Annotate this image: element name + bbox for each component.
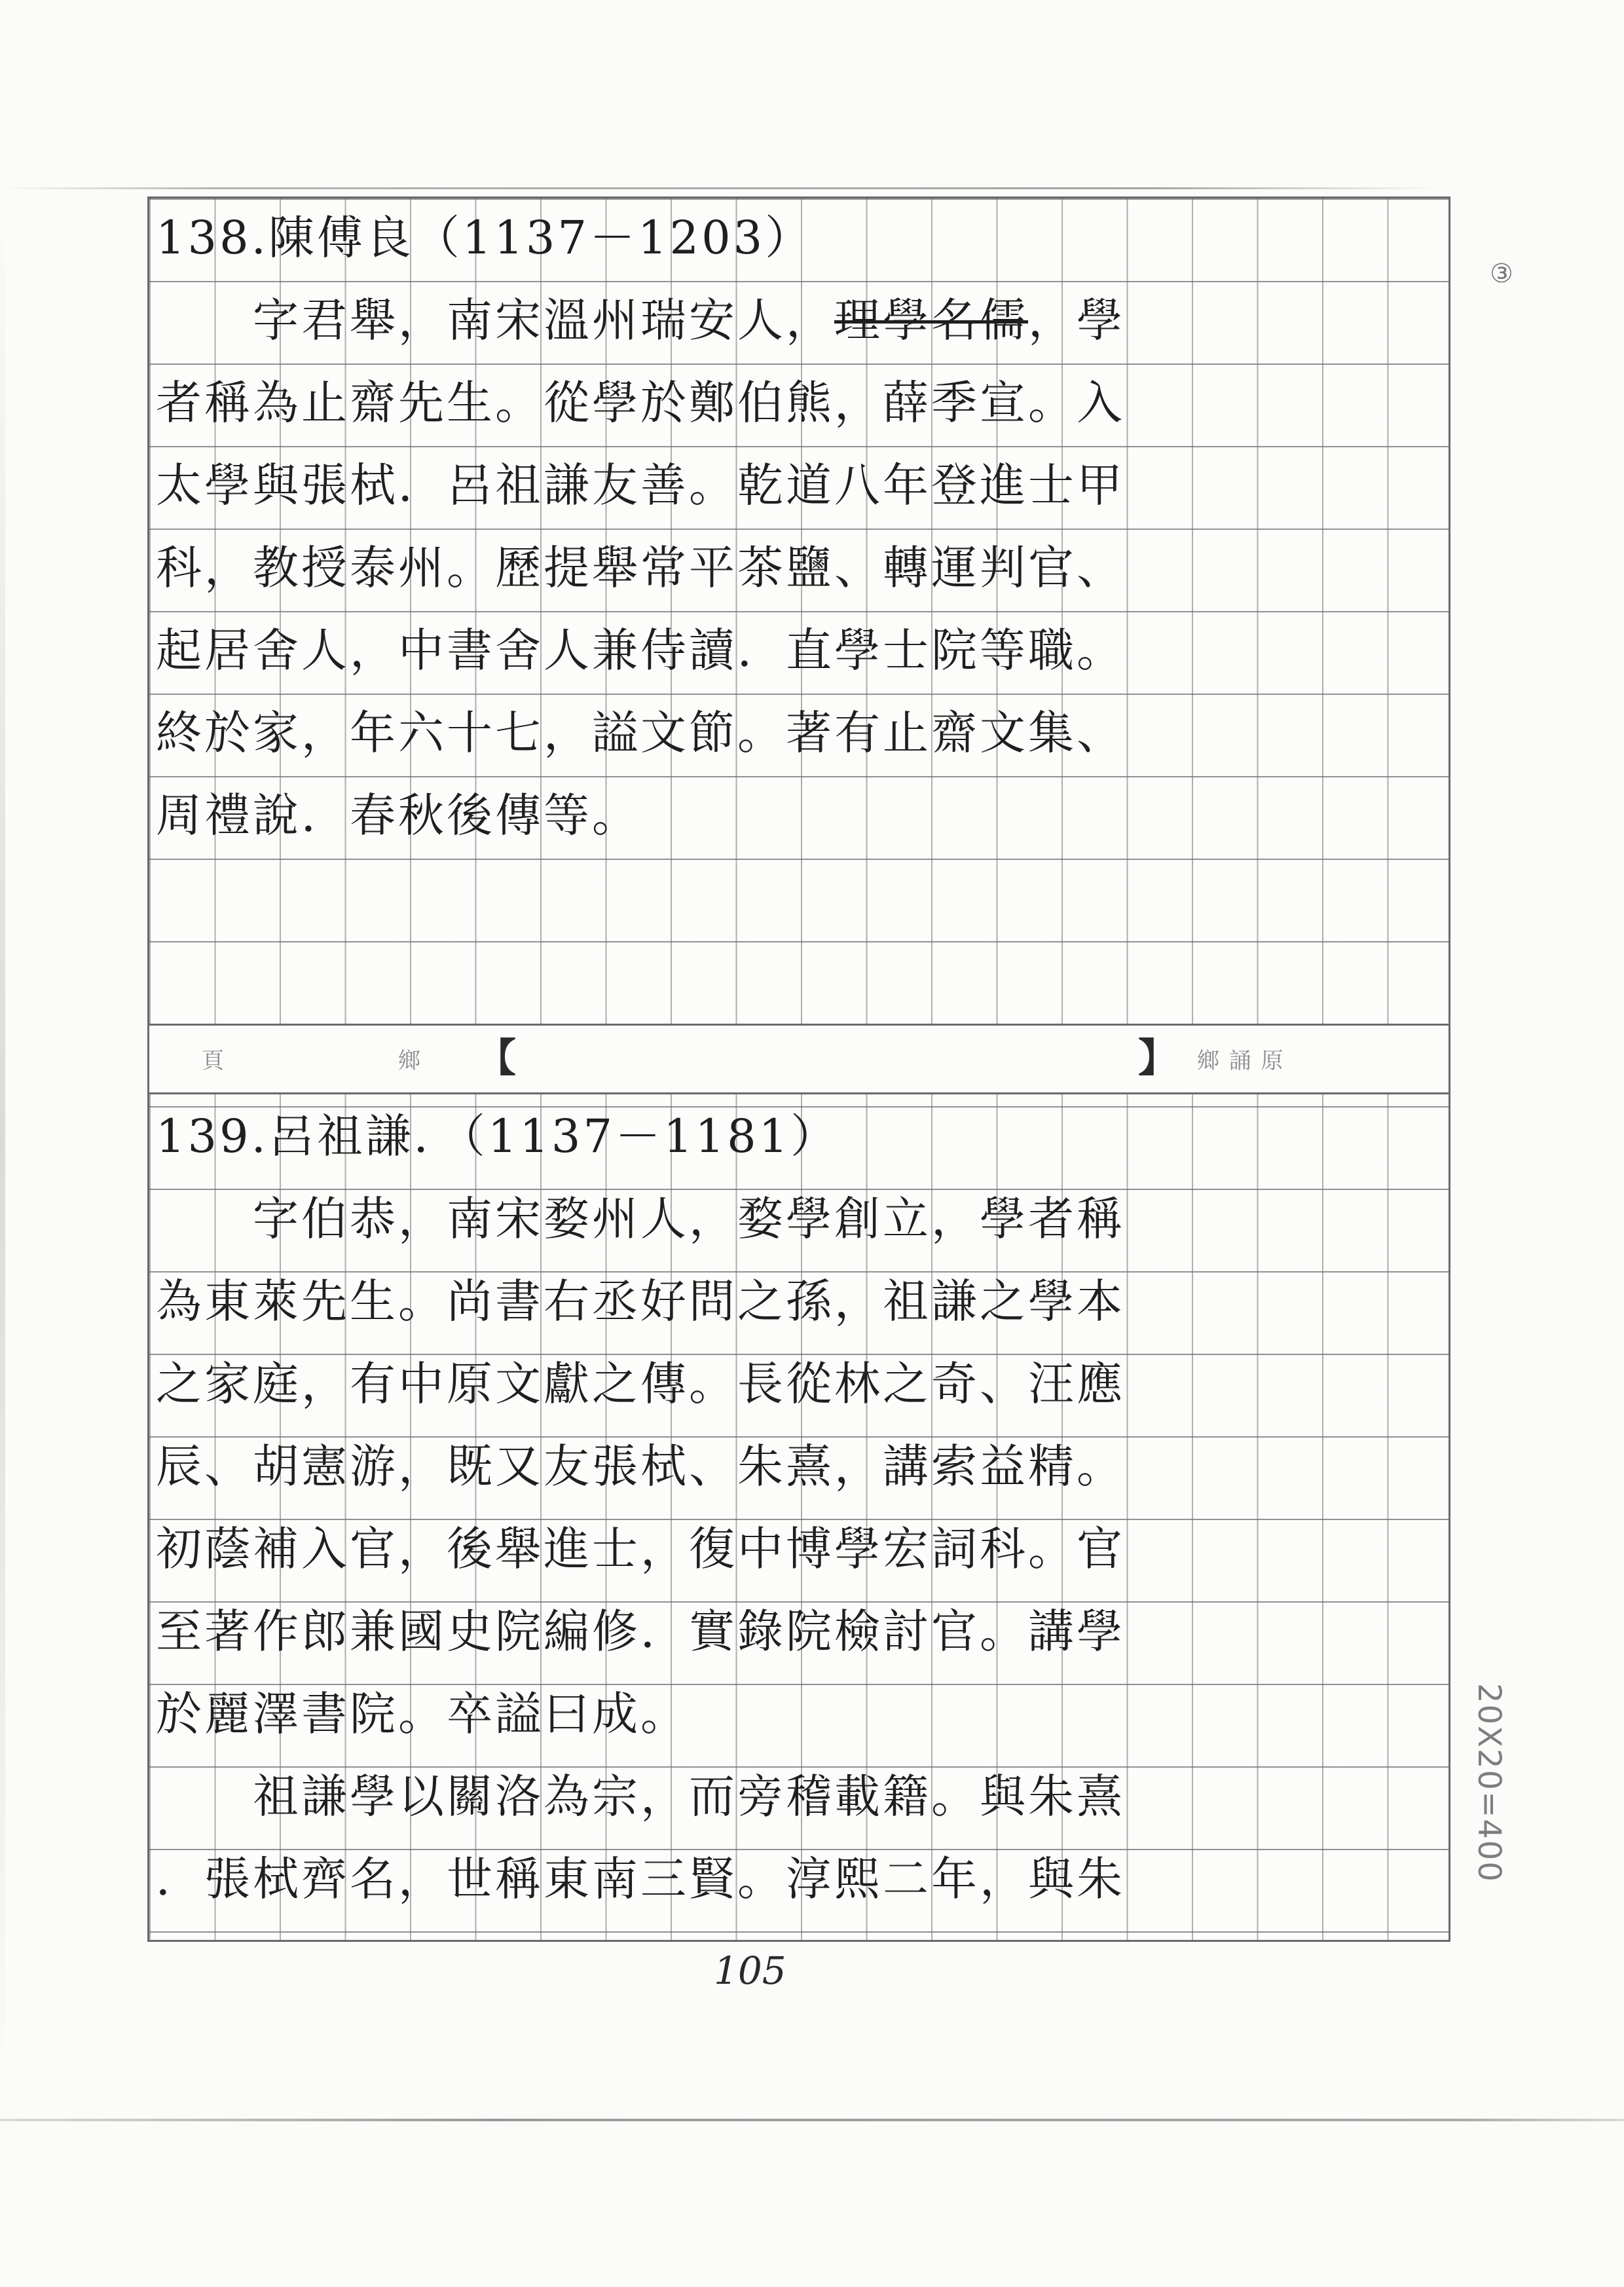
sheet-center-band — [149, 1024, 1449, 1094]
entry-138-line-5: 起居舍人，中書舍人兼侍讀．直學士院等職。 — [156, 623, 1125, 677]
entry-138-line-1-end: ，學 — [1028, 293, 1125, 347]
entry-138-line-4: 科，教授泰州。歷提舉常平茶鹽、轉運判官、 — [156, 541, 1125, 595]
entry-139-line-7: 於麗澤書院。卒謚曰成。 — [156, 1687, 689, 1741]
entry-139-line-1: 字伯恭，南宋婺州人，婺學創立，學者稱 — [156, 1192, 1125, 1246]
band-mark-left-2: 鄉 — [398, 1048, 422, 1074]
corner-mark: ③ — [1490, 259, 1513, 289]
entry-138-line-1-text: 字君舉，南宋溫州瑞安人， — [156, 293, 834, 347]
band-mark-right: 鄉 誦 原 — [1197, 1048, 1285, 1074]
struck-out-text: 理學名儒 — [834, 293, 1028, 347]
entry-138-line-2: 者稱為止齋先生。從學於鄭伯熊，薛季宣。入 — [156, 376, 1125, 430]
entry-139-line-5: 初蔭補入官，後舉進士，復中博學宏詞科。官 — [156, 1522, 1125, 1576]
entry-139-line-9: ．張栻齊名，世稱東南三賢。淳熙二年，與朱 — [156, 1852, 1125, 1906]
band-mark-left: 頁 — [202, 1048, 225, 1074]
entry-139-line-2: 為東萊先生。尚書右丞好問之孫，祖謙之學本 — [156, 1274, 1125, 1328]
manuscript-grid-sheet — [147, 196, 1450, 1942]
band-bracket-left: 【 — [477, 1035, 516, 1081]
entry-139-line-3: 之家庭，有中原文獻之傳。長從林之奇、汪應 — [156, 1357, 1125, 1411]
entry-138-line-6: 終於家，年六十七，謚文節。著有止齋文集、 — [156, 706, 1125, 760]
entry-139-title: 139.呂祖謙．（1137－1181） — [156, 1109, 840, 1163]
scan-edge-top — [0, 187, 1441, 189]
scan-edge-bottom — [0, 2119, 1624, 2121]
entry-139-line-4: 辰、胡憲游，既又友張栻、朱熹，講索益精。 — [156, 1440, 1125, 1493]
entry-138-line-7: 周禮說．春秋後傳等。 — [156, 789, 640, 842]
entry-138-line-3: 太學與張栻．呂祖謙友善。乾道八年登進士甲 — [156, 458, 1125, 512]
entry-138-title: 138.陳傅良（1137－1203） — [156, 211, 814, 265]
entry-139-line-6: 至著作郎兼國史院編修．實錄院檢討官。講學 — [156, 1605, 1125, 1658]
scan-shadow-left — [0, 196, 5, 2096]
entry-139-line-8: 祖謙學以關洛為宗，而旁稽載籍。與朱熹 — [156, 1770, 1125, 1823]
band-bracket-right: 】 — [1138, 1035, 1177, 1081]
grid-count-label: 20X20=400 — [1471, 1683, 1507, 1883]
page-number: 105 — [714, 1948, 786, 1993]
entry-138-line-1 — [156, 281, 1446, 360]
